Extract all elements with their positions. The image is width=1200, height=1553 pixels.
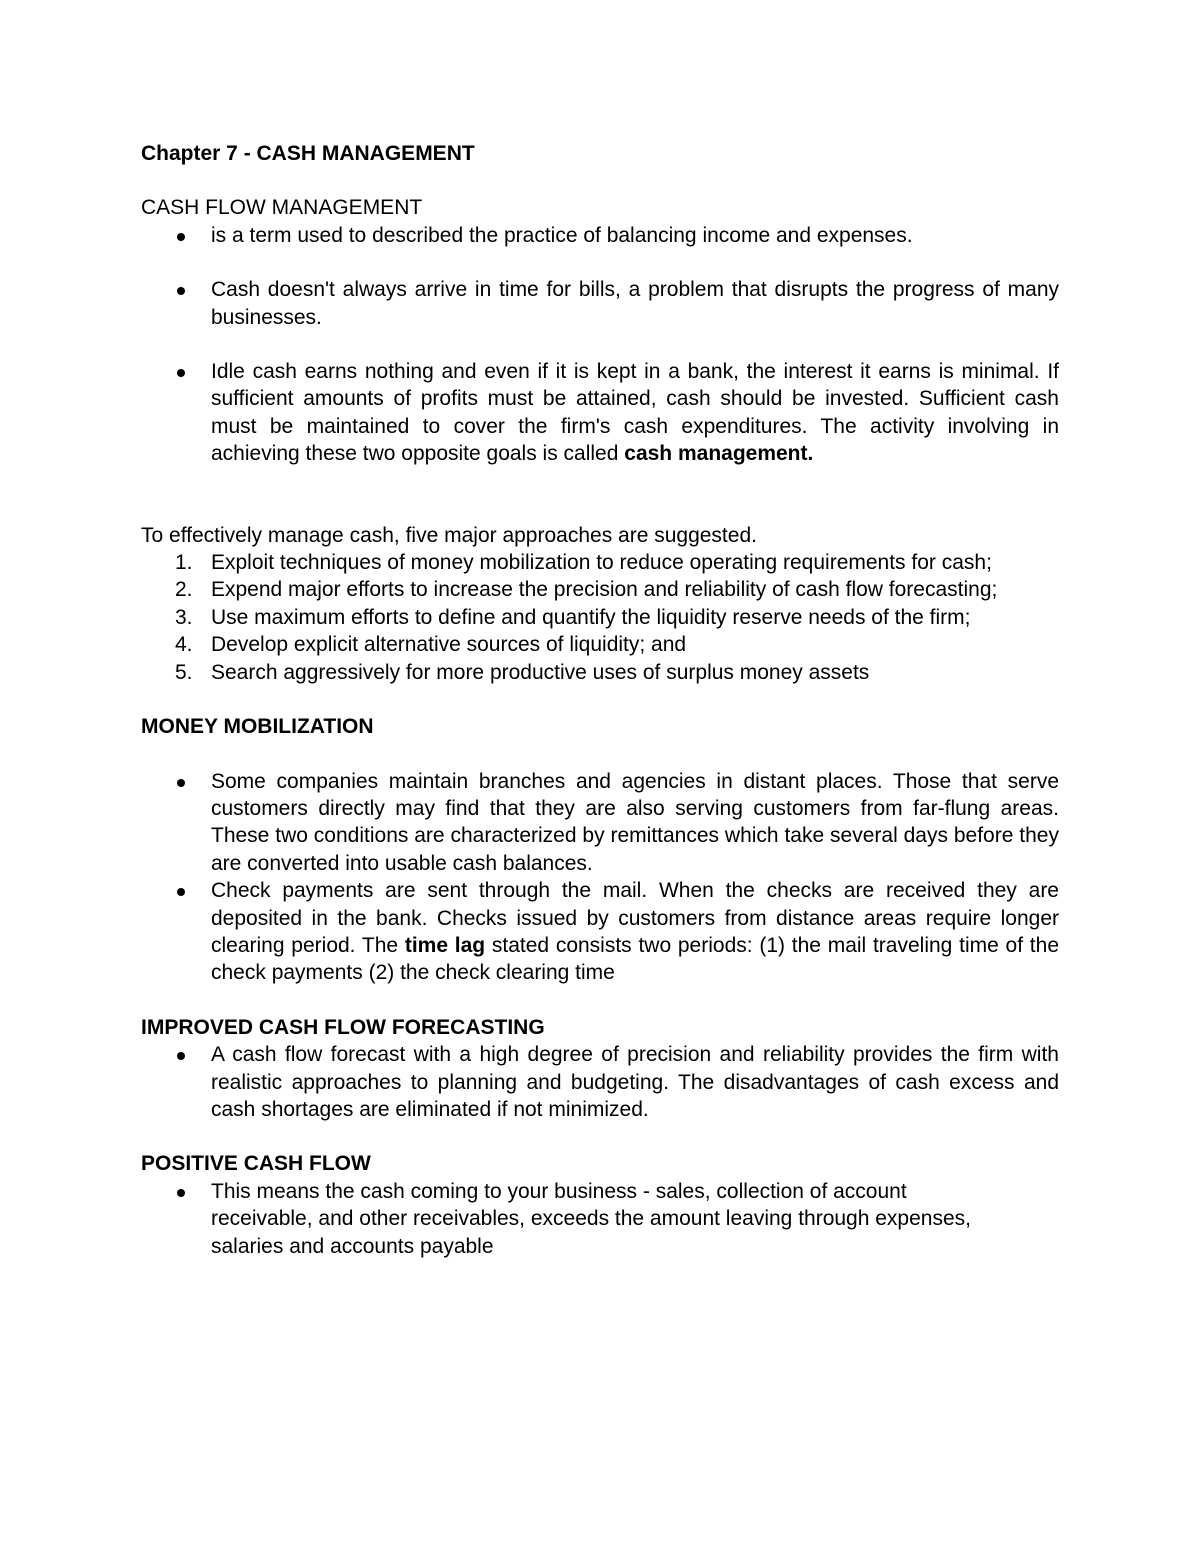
bullet-icon: [177, 779, 185, 787]
bullet-icon: [177, 287, 185, 295]
approaches-list: [141, 549, 1059, 686]
money-mobilization-heading: MONEY MOBILIZATION: [141, 715, 374, 739]
bullet-icon: [177, 369, 185, 377]
list-item: 3. Use maximum efforts to define and quantify the liquidity reserve needs of the firm;: [175, 605, 971, 629]
list-item: A cash flow forecast with a high degree of precision and reliability provides the firm with realistic approaches to planning and budgeting. The disadvantages of cash excess and cash shortages are eliminated if not minimized.: [141, 1041, 1059, 1123]
list-item: 1. Exploit techniques of money mobilization to reduce operating requirements for cash;: [175, 551, 992, 575]
improved-forecasting-heading: IMPROVED CASH FLOW FORECASTING: [141, 1015, 545, 1039]
list-item: Some companies maintain branches and agencies in distant places. Those that serve customers directly may find that they are also serving customers from far-flung areas. These two conditions are characterized by remittances which take several days before they are converted into usable cash balances.: [141, 768, 1059, 878]
cash-flow-management-heading: CASH FLOW MANAGEMENT: [141, 196, 423, 220]
list-item: This means the cash coming to your business - sales, collection of account receivable, and other receivables, exceeds the amount leaving through expenses, salaries and accounts payable: [141, 1178, 1059, 1260]
bullet-icon: [177, 233, 185, 241]
list-item: is a term used to described the practice of balancing income and expenses.: [141, 222, 1059, 249]
positive-cash-flow-list: [141, 1178, 1059, 1260]
list-item: Check payments are sent through the mail. When the checks are received they are deposited in the bank. Checks issued by customers from distance areas require longer clearing period. The time lag stated consists two periods: (1) the mail traveling time of the check payments (2) the check clearing time: [141, 877, 1059, 987]
positive-cash-flow-heading: POSITIVE CASH FLOW: [141, 1152, 371, 1176]
chapter-title: Chapter 7 - CASH MANAGEMENT: [141, 142, 475, 165]
approaches-intro: To effectively manage cash, five major approaches are suggested.: [141, 523, 757, 547]
list-item: Idle cash earns nothing and even if it is kept in a bank, the interest it earns is minimal. If sufficient amounts of profits must be attained, cash should be invested. Sufficient cash must be maintained to cover the firm's cash expenditures. The activity involving in achieving these two opposite goals is called cash management.: [141, 358, 1059, 468]
bullet-icon: [177, 1189, 185, 1197]
cash-management-term: cash management.: [624, 442, 814, 466]
list-item: Cash doesn't always arrive in time for bills, a problem that disrupts the progress of many businesses.: [141, 276, 1059, 331]
bullet-icon: [177, 1052, 185, 1060]
list-item: 2. Expend major efforts to increase the precision and reliability of cash flow forecasting;: [175, 578, 998, 602]
list-item: 5. Search aggressively for more productive uses of surplus money assets: [175, 660, 870, 684]
improved-forecasting-list: [141, 1041, 1059, 1123]
list-item: 4. Develop explicit alternative sources of liquidity; and: [175, 633, 687, 657]
document-page: [141, 140, 1059, 1260]
time-lag-term: time lag: [404, 933, 486, 957]
money-mobilization-list: [141, 768, 1059, 987]
cash-flow-management-list: [141, 222, 1059, 468]
bullet-icon: [177, 888, 185, 896]
